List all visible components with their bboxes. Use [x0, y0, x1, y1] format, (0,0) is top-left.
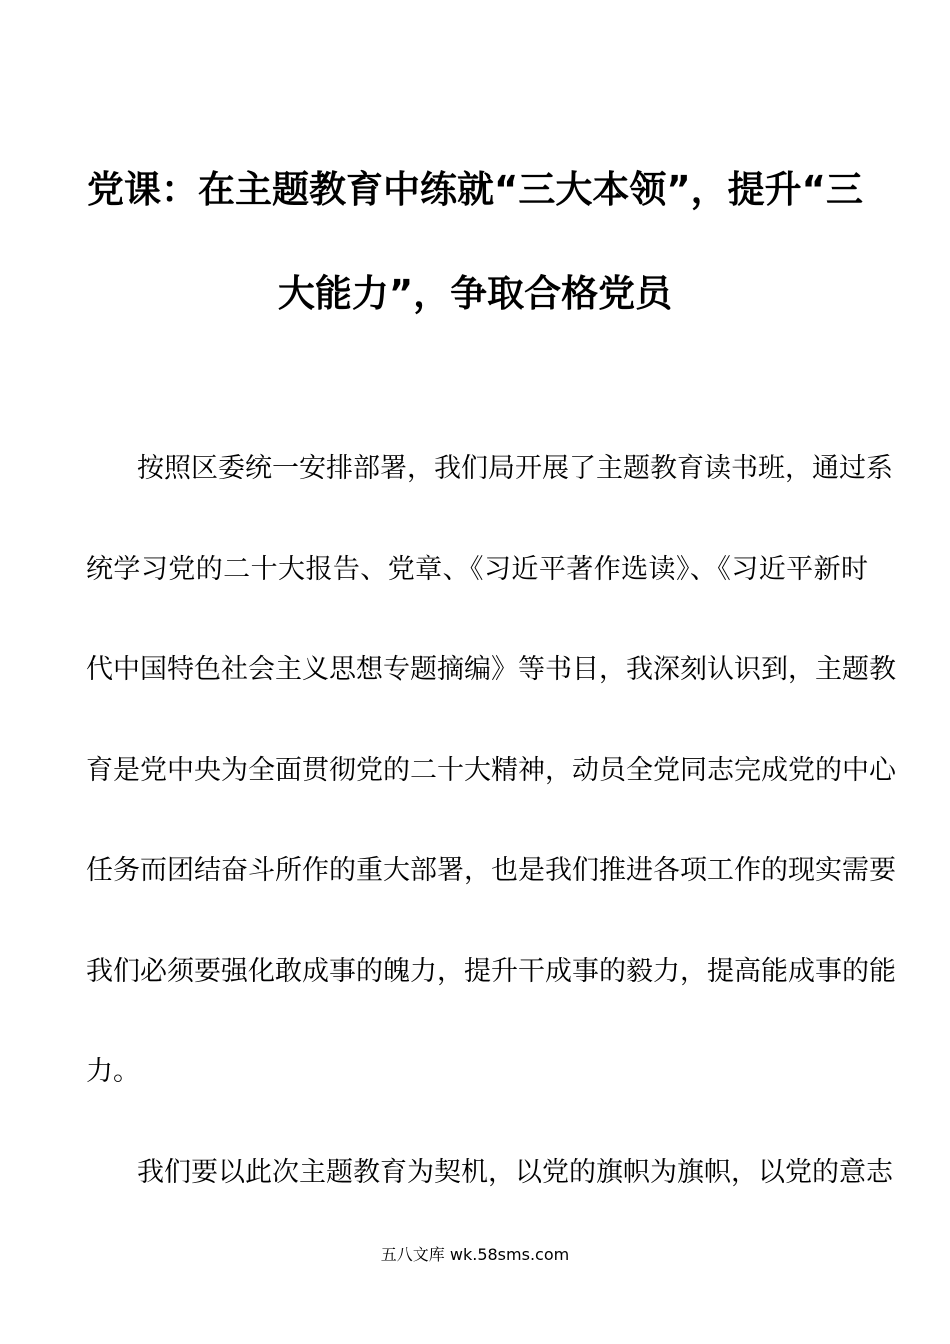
- paragraph-line: 代中国特色社会主义思想专题摘编》等书目，我深刻认识到，主题教: [86, 654, 896, 685]
- paragraph-line: 力。: [86, 1056, 140, 1087]
- title-line: 党课：在主题教育中练就“三大本领”，提升“三: [87, 168, 863, 211]
- footer-watermark: 五八文库 wk.58sms.com: [380, 1245, 570, 1264]
- paragraph-2: [86, 1123, 893, 1224]
- title-line: 大能力”，争取合格党员: [277, 272, 673, 315]
- paragraph-line: 育是党中央为全面贯彻党的二十大精神，动员全党同志完成党的中心: [86, 754, 896, 786]
- paragraph-line: 统学习党的二十大报告、党章、《习近平著作选读》、《习近平新时: [86, 553, 868, 585]
- paragraph-line: 任务而团结奋斗所作的重大部署，也是我们推进各项工作的现实需要: [86, 855, 896, 886]
- paragraph-1: [86, 419, 896, 1123]
- paragraph-line: 我们必须要强化敢成事的魄力，提升干成事的毅力，提高能成事的能: [86, 955, 896, 987]
- document-body: [86, 419, 896, 1223]
- document-title: [84, 138, 866, 346]
- paragraph-line: 我们要以此次主题教育为契机，以党的旗帜为旗帜，以党的意志: [137, 1156, 893, 1188]
- paragraph-line: 按照区委统一安排部署，我们局开展了主题教育读书班，通过系: [137, 453, 893, 484]
